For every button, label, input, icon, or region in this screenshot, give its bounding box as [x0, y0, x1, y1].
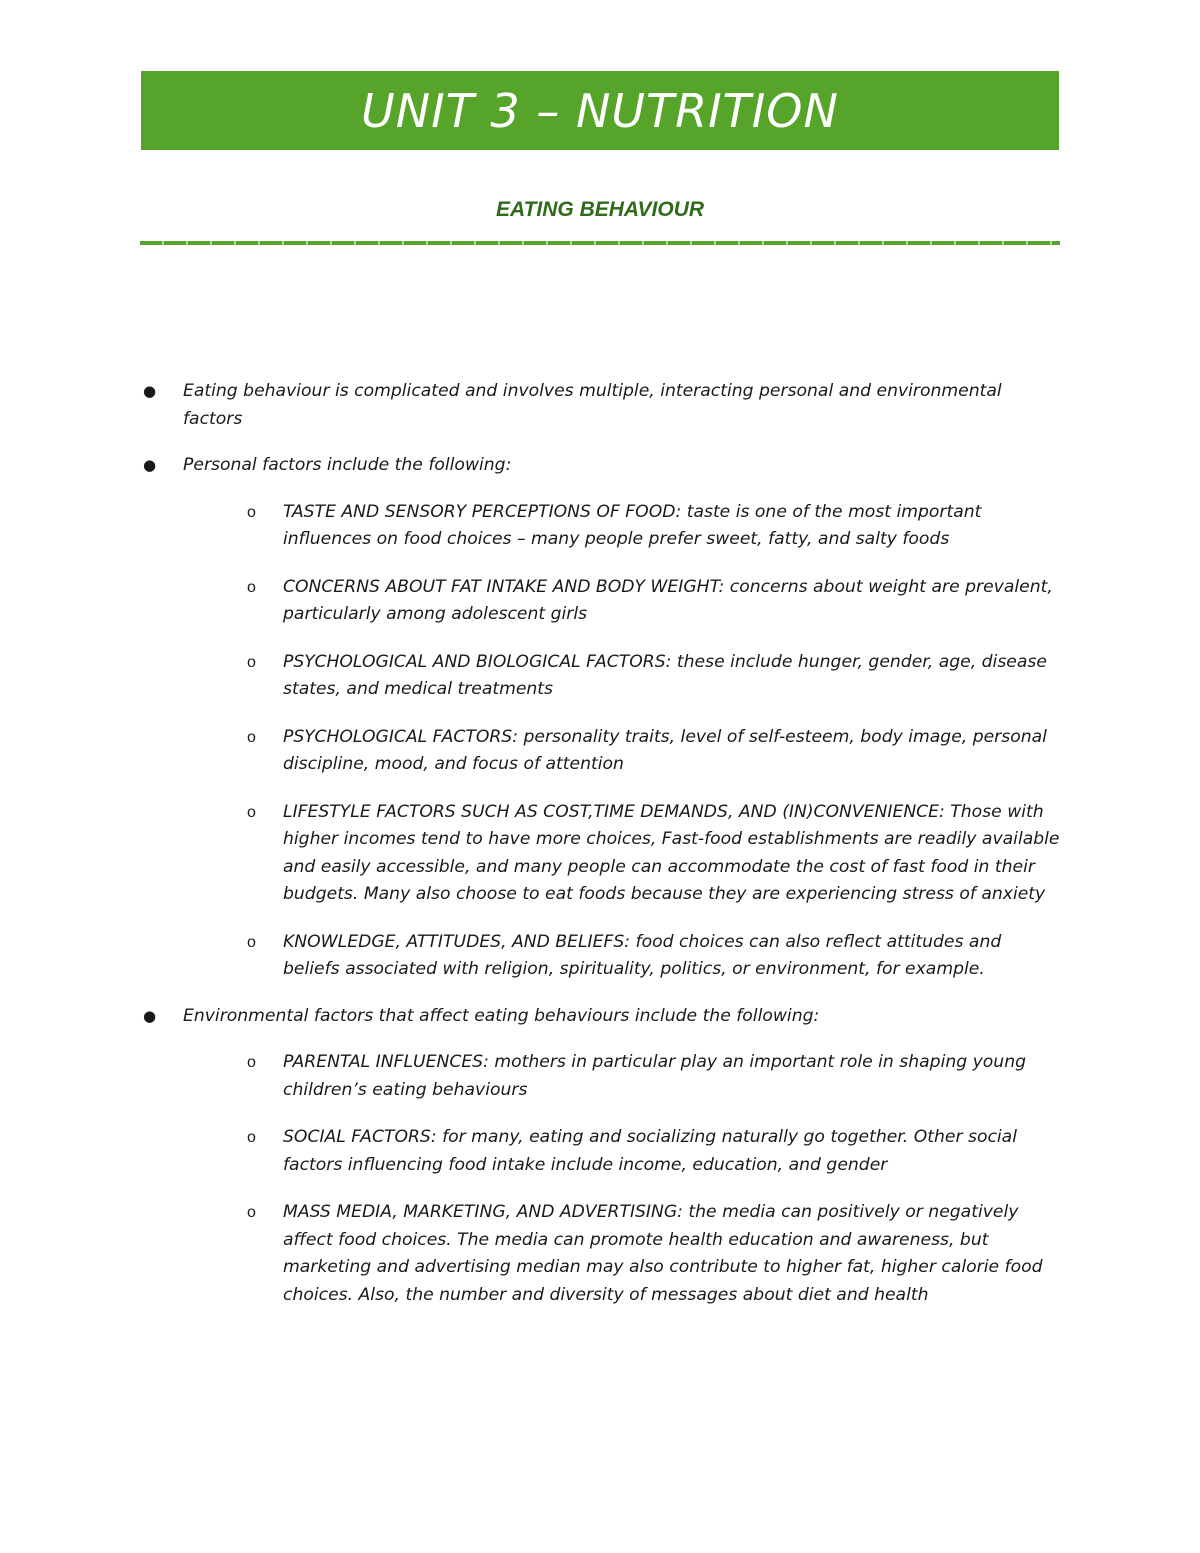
sub-list-item-text: MASS MEDIA, MARKETING, AND ADVERTISING: the media can positively or negatively affect food choices. The media can promote health education and awareness, but marketing and advertising median may also contribute to higher fat, higher calorie food choices. Also, the number and diversity of messages about diet and health	[283, 1202, 1043, 1305]
list-item-text: Environmental factors that affect eating behaviours include the following:	[183, 1005, 820, 1026]
sub-list-item	[183, 929, 1061, 984]
sub-list-item-text: PSYCHOLOGICAL AND BIOLOGICAL FACTORS: these include hunger, gender, age, disease states, and medical treatments	[283, 651, 1047, 699]
circle-bullet-icon: o	[247, 578, 256, 596]
dashed-divider	[140, 241, 1060, 245]
document-body	[141, 378, 1061, 1328]
sub-list-item	[183, 1049, 1061, 1104]
sub-list-item	[183, 649, 1061, 704]
list-item	[141, 452, 1061, 984]
sub-list-item-text: TASTE AND SENSORY PERCEPTIONS OF FOOD: taste is one of the most important influences on food choices – many people prefer sweet, fatty, and salty foods	[283, 501, 982, 549]
bullet-icon: ●	[143, 1006, 157, 1025]
sub-list-item	[183, 1199, 1061, 1309]
circle-bullet-icon: o	[247, 933, 256, 951]
sub-list-item	[183, 499, 1061, 554]
circle-bullet-icon: o	[247, 1204, 256, 1221]
circle-bullet-icon: o	[247, 1129, 256, 1146]
section-heading: EATING BEHAVIOUR	[495, 198, 705, 221]
sub-list	[183, 1049, 1061, 1309]
page-title: UNIT 3 – NUTRITION	[361, 83, 839, 138]
circle-bullet-icon: o	[247, 653, 256, 671]
sub-list-item-text: PSYCHOLOGICAL FACTORS: personality traits, level of self-esteem, body image, personal discipline, mood, and focus of attention	[283, 726, 1047, 774]
sub-list-item	[183, 1124, 1061, 1179]
bullet-list	[141, 378, 1061, 1309]
sub-list-item-text: PARENTAL INFLUENCES: mothers in particular play an important role in shaping young children’s eating behaviours	[283, 1052, 1026, 1100]
list-item	[141, 1003, 1061, 1310]
sub-list-item	[183, 574, 1061, 629]
circle-bullet-icon: o	[247, 503, 256, 521]
circle-bullet-icon: o	[247, 803, 256, 821]
title-banner	[141, 71, 1059, 150]
list-item	[141, 378, 1061, 433]
list-item-text: Eating behaviour is complicated and involves multiple, interacting personal and environmental factors	[183, 381, 1002, 429]
sub-list-item-text: KNOWLEDGE, ATTITUDES, AND BELIEFS: food choices can also reflect attitudes and beliefs associated with religion, spirituality, politics, or environment, for example.	[283, 931, 1002, 979]
sub-list-item	[183, 799, 1061, 909]
bullet-icon: ●	[143, 456, 157, 474]
sub-list-item-text: LIFESTYLE FACTORS SUCH AS COST,TIME DEMANDS, AND (IN)CONVENIENCE: Those with higher incomes tend to have more choices, Fast-food establishments are readily available and easily accessible, and many people can accommodate the cost of fast food in their budgets. Many also choose to eat foods because they are experiencing stress of anxiety	[283, 801, 1060, 904]
circle-bullet-icon: o	[247, 728, 256, 746]
circle-bullet-icon: o	[247, 1054, 256, 1071]
sub-list-item-text: SOCIAL FACTORS: for many, eating and socializing naturally go together. Other social factors influencing food intake include income, education, and gender	[283, 1127, 1017, 1175]
list-item-text: Personal factors include the following:	[183, 455, 512, 475]
bullet-icon: ●	[143, 382, 157, 400]
sub-list	[183, 499, 1061, 984]
sub-list-item	[183, 724, 1061, 779]
sub-list-item-text: CONCERNS ABOUT FAT INTAKE AND BODY WEIGHT: concerns about weight are prevalent, particularly among adolescent girls	[283, 576, 1053, 624]
